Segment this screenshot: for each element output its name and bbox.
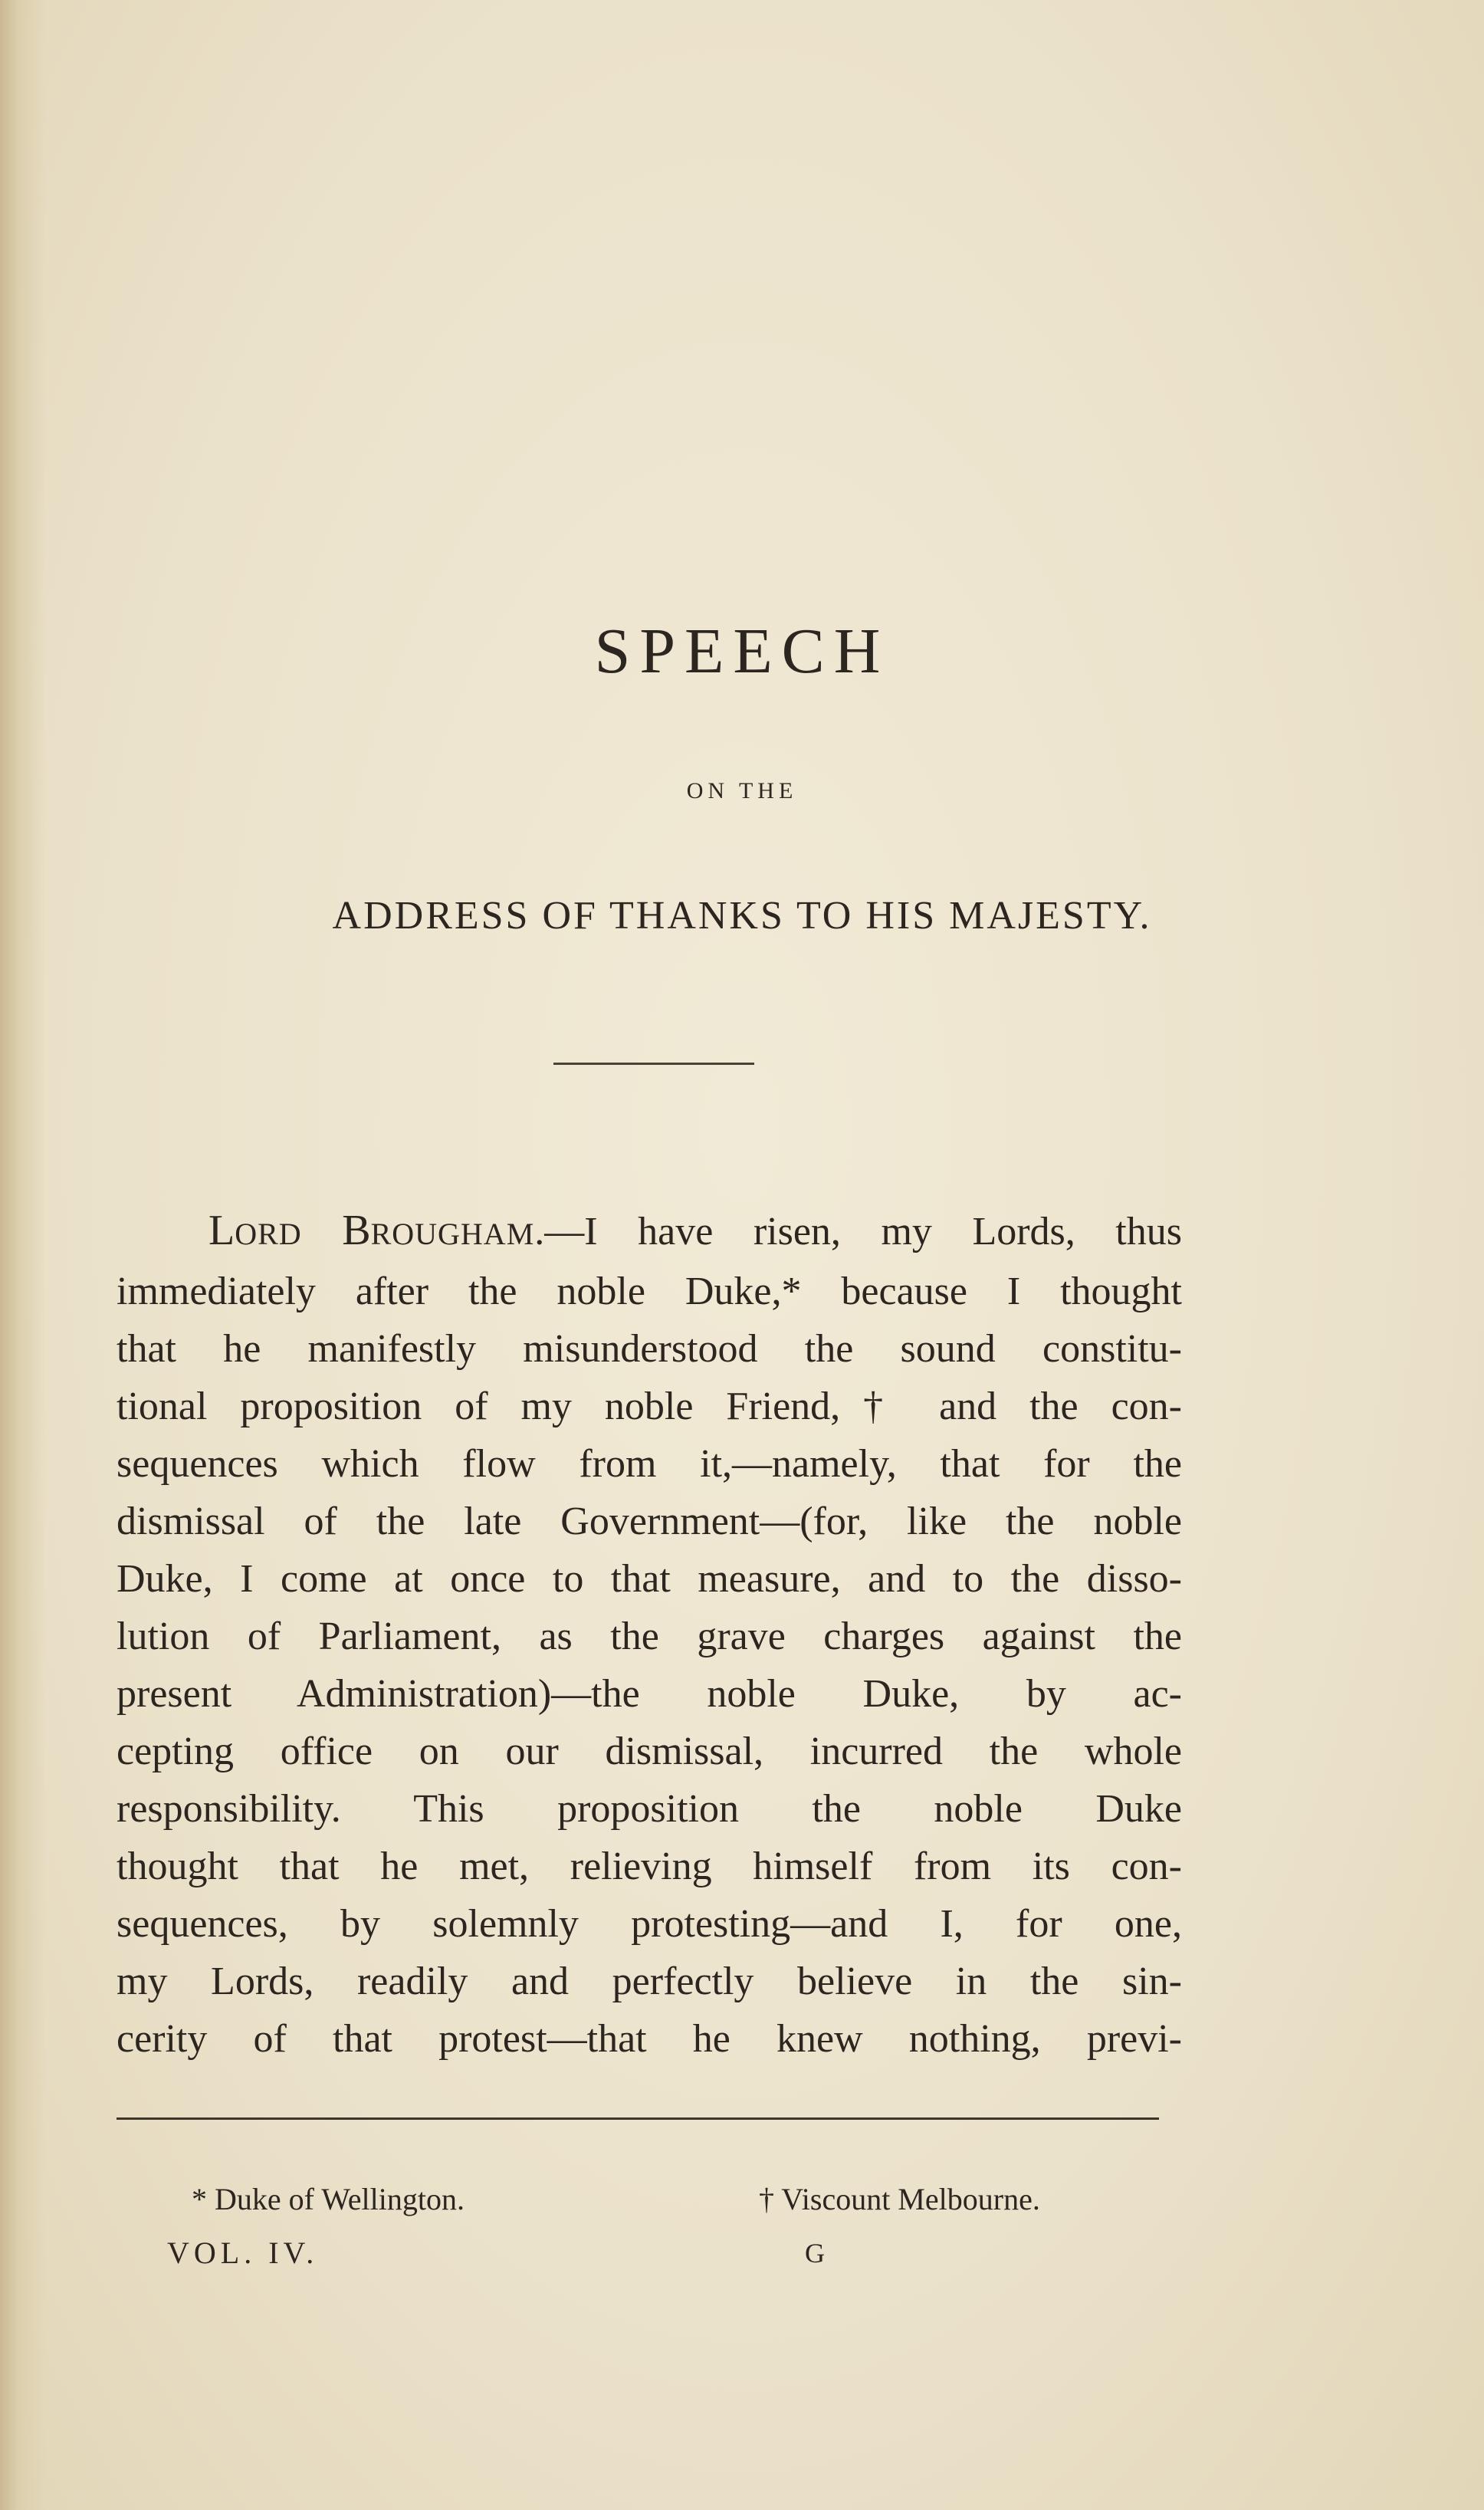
- volume-signature: VOL. IV.: [167, 2236, 319, 2270]
- body-line-8: lution of Parliament, as the grave charges against the: [117, 1615, 1182, 1658]
- body-line-3: that he manifestly misunderstood the sound constitu-: [117, 1327, 1182, 1371]
- body-line-11: responsibility. This proposition the noble Duke: [117, 1787, 1182, 1831]
- speaker-name-initial: B: [342, 1207, 371, 1254]
- body-line-15: cerity of that protest—that he knew nothing, previ-: [117, 2017, 1182, 2061]
- body-line-9: present Administration)—the noble Duke, by ac-: [117, 1672, 1182, 1716]
- body-line-7: Duke, I come at once to that measure, and to the disso-: [117, 1557, 1182, 1601]
- body-line-5: sequences which flow from it,—namely, that for the: [117, 1442, 1182, 1486]
- body-line-12: thought that he met, relieving himself from its con-: [117, 1845, 1182, 1888]
- body-line-2: immediately after the noble Duke,* because I thought: [117, 1270, 1182, 1313]
- page-gutter-shadow: [0, 0, 46, 2510]
- body-line-13: sequences, by solemnly protesting—and I, for one,: [117, 1902, 1182, 1946]
- body-line-10: cepting office on our dismissal, incurred the whole: [117, 1730, 1182, 1773]
- speaker-lord-initial: L: [208, 1207, 235, 1254]
- page-title: SPEECH: [594, 616, 890, 687]
- footnote-rule: [117, 2117, 1159, 2120]
- title-divider: [553, 1063, 754, 1065]
- speaker-name-rest: ROUGHAM: [370, 1217, 535, 1251]
- body-line-4: tional proposition of my noble Friend,† and the con-: [117, 1385, 1182, 1428]
- section-heading: ADDRESS OF THANKS TO HIS MAJESTY.: [332, 894, 1152, 938]
- body-line-6: dismissal of the late Government—(for, like the noble: [117, 1500, 1182, 1543]
- speaker-lord-rest: ORD: [235, 1217, 302, 1251]
- footnote-melbourne: † Viscount Melbourne.: [759, 2182, 1040, 2216]
- speech-body: [117, 1202, 1182, 2068]
- footnote-wellington: * Duke of Wellington.: [192, 2182, 465, 2216]
- body-line-14: my Lords, readily and perfectly believe in the sin-: [117, 1960, 1182, 2003]
- subtitle: ON THE: [686, 778, 798, 803]
- body-line-1-text: .—I have risen, my Lords, thus: [534, 1210, 1182, 1253]
- body-line-1: [117, 1202, 1182, 1263]
- signature-mark: G: [805, 2238, 825, 2269]
